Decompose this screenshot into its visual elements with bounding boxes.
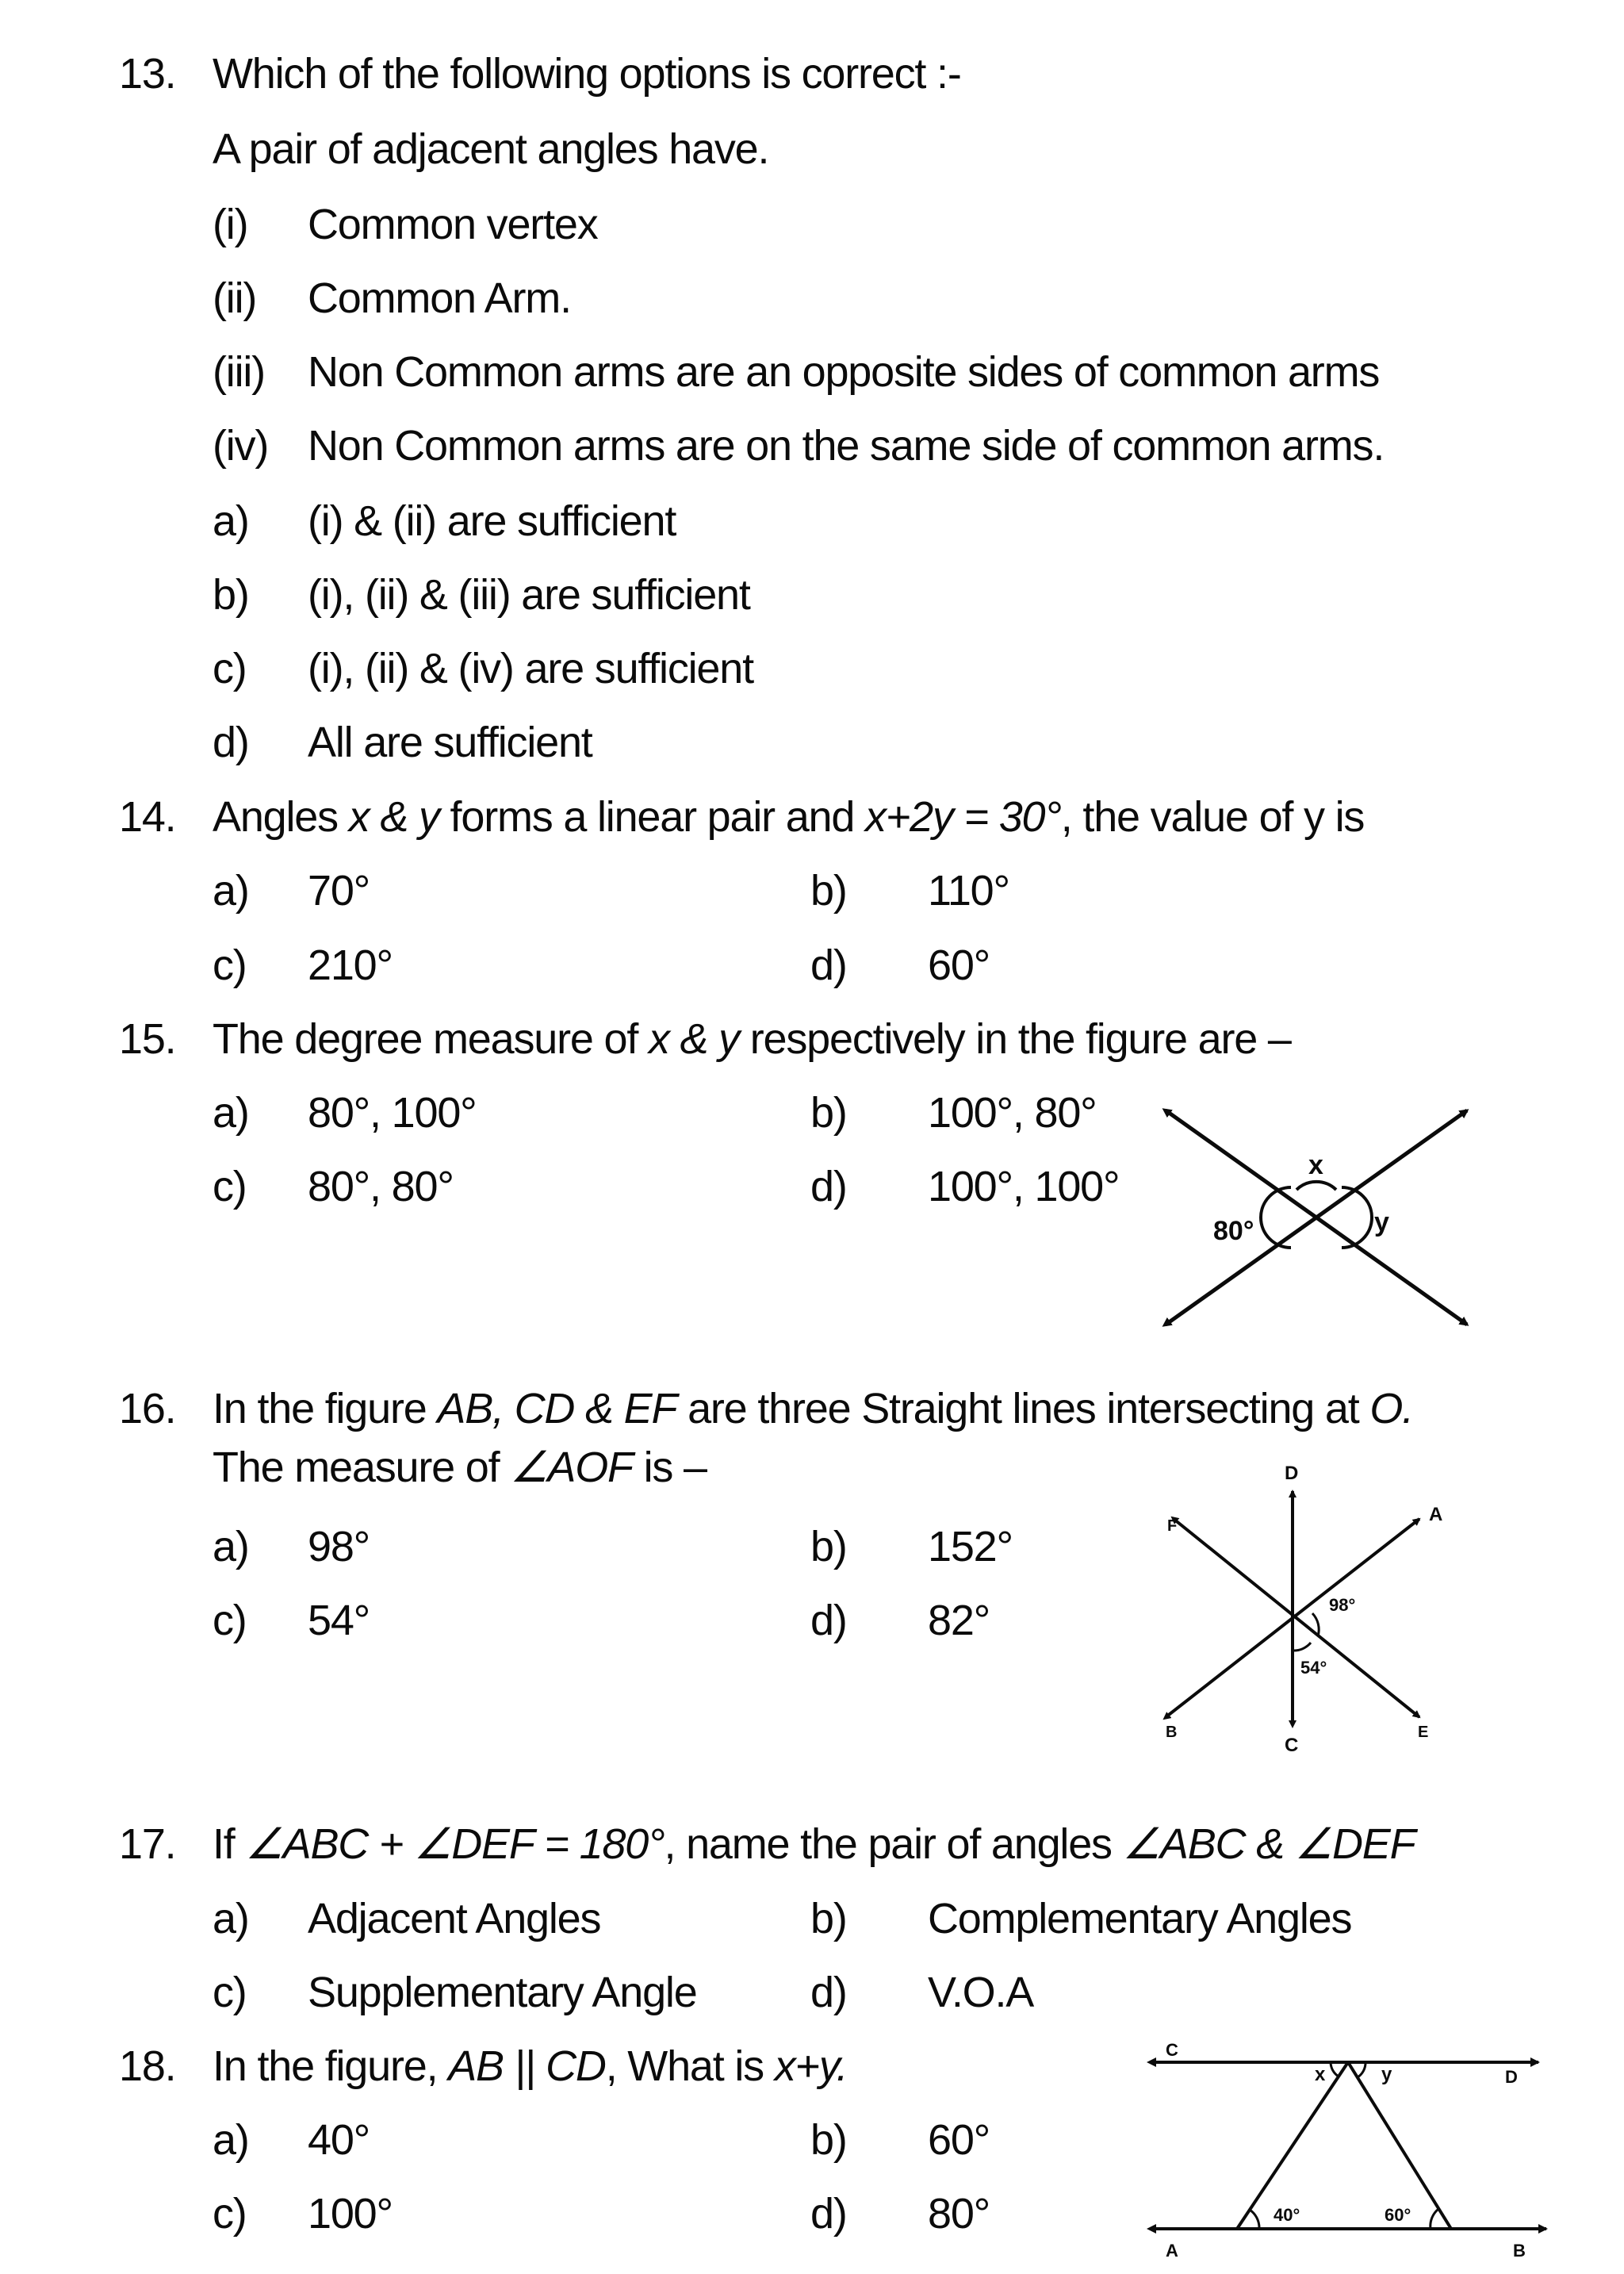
q18-option-label: b): [810, 2116, 847, 2164]
q14-option-label: d): [810, 941, 847, 989]
q13-statement-text: Non Common arms are on the same side of common arms.: [308, 422, 1385, 470]
q16-angle-98: 98°: [1329, 1595, 1356, 1615]
q15-option-label: d): [810, 1163, 847, 1210]
q13-option-label: b): [213, 571, 249, 619]
q14-option-label: c): [213, 941, 247, 989]
q16-option-text: 82°: [928, 1597, 990, 1644]
q18-figure: [1134, 2027, 1562, 2264]
q13-statement-label: (i): [213, 201, 248, 248]
q18-option-label: a): [213, 2116, 249, 2164]
q18-y-label: y: [1381, 2064, 1392, 2085]
q16-question: In the figure AB, CD & EF are three Straight lines intersecting at O.: [213, 1385, 1413, 1432]
q15-option-label: a): [213, 1089, 249, 1137]
q18-option-text: 60°: [928, 2116, 990, 2164]
q17-option-text: Supplementary Angle: [308, 1969, 697, 2016]
q16-figure: [1150, 1455, 1451, 1765]
q17-question: If ∠ABC + ∠DEF = 180°, name the pair of angles ∠ABC & ∠DEF: [213, 1820, 1415, 1868]
q16-option-text: 54°: [308, 1597, 370, 1644]
q18-option-label: d): [810, 2190, 847, 2238]
q13-option-label: c): [213, 645, 247, 692]
q16-option-label: a): [213, 1523, 249, 1570]
q18-arc-y: [1358, 2062, 1365, 2077]
q18-number: 18.: [119, 2042, 176, 2090]
q15-option-label: c): [213, 1163, 247, 1210]
q18-x-label: x: [1315, 2064, 1326, 2085]
q16-label-e: E: [1418, 1724, 1429, 1741]
q14-option-text: 60°: [928, 941, 990, 989]
q16-option-text: 98°: [308, 1523, 370, 1570]
q13-statement-label: (iii): [213, 348, 265, 396]
q18-question: In the figure, AB || CD, What is x+y.: [213, 2042, 848, 2090]
q14-option-label: b): [810, 867, 847, 915]
q14-option-text: 210°: [308, 941, 393, 989]
q13-statement-text: Non Common arms are an opposite sides of common arms: [308, 348, 1380, 396]
q18-arc-x: [1331, 2062, 1339, 2077]
q13-statement-text: Common vertex: [308, 201, 598, 248]
q13-statement-text: Common Arm.: [308, 274, 571, 322]
q16-label-d: D: [1285, 1463, 1299, 1484]
q18-transversal-left: [1237, 2062, 1348, 2229]
q18-label-b: B: [1513, 2241, 1526, 2261]
q18-option-text: 40°: [308, 2116, 370, 2164]
q15-x-label: x: [1308, 1150, 1323, 1180]
q18-arc-40: [1250, 2210, 1259, 2229]
q13-option-text: (i) & (ii) are sufficient: [308, 497, 676, 545]
q13-option-text: All are sufficient: [308, 719, 592, 766]
q13-question: Which of the following options is correct :-: [213, 50, 961, 98]
q16-option-label: c): [213, 1597, 247, 1644]
q18-option-text: 100°: [308, 2190, 393, 2238]
q16-number: 16.: [119, 1385, 176, 1432]
q16-arc-54: [1293, 1643, 1311, 1651]
q18-arc-60: [1431, 2209, 1438, 2229]
q17-option-label: c): [213, 1969, 247, 2016]
q16-label-c: C: [1285, 1735, 1299, 1756]
q15-option-text: 80°, 100°: [308, 1089, 477, 1137]
q17-option-label: d): [810, 1969, 847, 2016]
q16-question-line2: The measure of ∠AOF is –: [213, 1444, 707, 1491]
q17-option-label: a): [213, 1895, 249, 1942]
q18-label-a: A: [1166, 2241, 1178, 2261]
q17-number: 17.: [119, 1820, 176, 1868]
q17-option-text: Adjacent Angles: [308, 1895, 601, 1942]
q13-option-text: (i), (ii) & (iii) are sufficient: [308, 571, 750, 619]
q18-angle-60: 60°: [1385, 2205, 1411, 2225]
q13-stem: A pair of adjacent angles have.: [213, 125, 769, 173]
q15-option-label: b): [810, 1089, 847, 1137]
q16-label-a: A: [1429, 1504, 1443, 1525]
q15-number: 15.: [119, 1015, 176, 1063]
q15-y-label: y: [1374, 1207, 1389, 1237]
q13-statement-label: (ii): [213, 274, 257, 322]
q16-angle-54: 54°: [1300, 1658, 1327, 1678]
q18-label-c: C: [1166, 2040, 1178, 2060]
q16-label-b: B: [1166, 1724, 1178, 1741]
q18-option-text: 80°: [928, 2190, 990, 2238]
q13-option-text: (i), (ii) & (iv) are sufficient: [308, 645, 753, 692]
q13-statement-label: (iv): [213, 422, 269, 470]
q14-question: Angles x & y forms a linear pair and x+2y = 30°, the value of y is: [213, 793, 1365, 841]
q18-option-label: c): [213, 2190, 247, 2238]
q14-number: 14.: [119, 793, 176, 841]
q15-option-text: 100°, 80°: [928, 1089, 1097, 1137]
q14-option-text: 70°: [308, 867, 370, 915]
q16-option-label: d): [810, 1597, 847, 1644]
q13-number: 13.: [119, 50, 176, 98]
q13-option-label: d): [213, 719, 249, 766]
q15-angle-label: 80°: [1213, 1216, 1254, 1246]
q14-option-text: 110°: [928, 867, 1009, 915]
q16-label-f: F: [1167, 1517, 1178, 1535]
q17-option-label: b): [810, 1895, 847, 1942]
q15-arc-x: [1297, 1182, 1336, 1190]
q18-transversal-right: [1348, 2062, 1451, 2229]
q18-label-d: D: [1505, 2067, 1518, 2087]
q18-angle-40: 40°: [1274, 2205, 1300, 2225]
q13-option-label: a): [213, 497, 249, 545]
q15-option-text: 100°, 100°: [928, 1163, 1120, 1210]
q17-option-text: Complementary Angles: [928, 1895, 1352, 1942]
q15-question: The degree measure of x & y respectively in the figure are –: [213, 1015, 1291, 1063]
q15-figure: [1150, 1095, 1491, 1348]
q14-option-label: a): [213, 867, 249, 915]
q17-option-text: V.O.A: [928, 1969, 1034, 2016]
q16-option-label: b): [810, 1523, 847, 1570]
q16-option-text: 152°: [928, 1523, 1013, 1570]
q15-option-text: 80°, 80°: [308, 1163, 454, 1210]
